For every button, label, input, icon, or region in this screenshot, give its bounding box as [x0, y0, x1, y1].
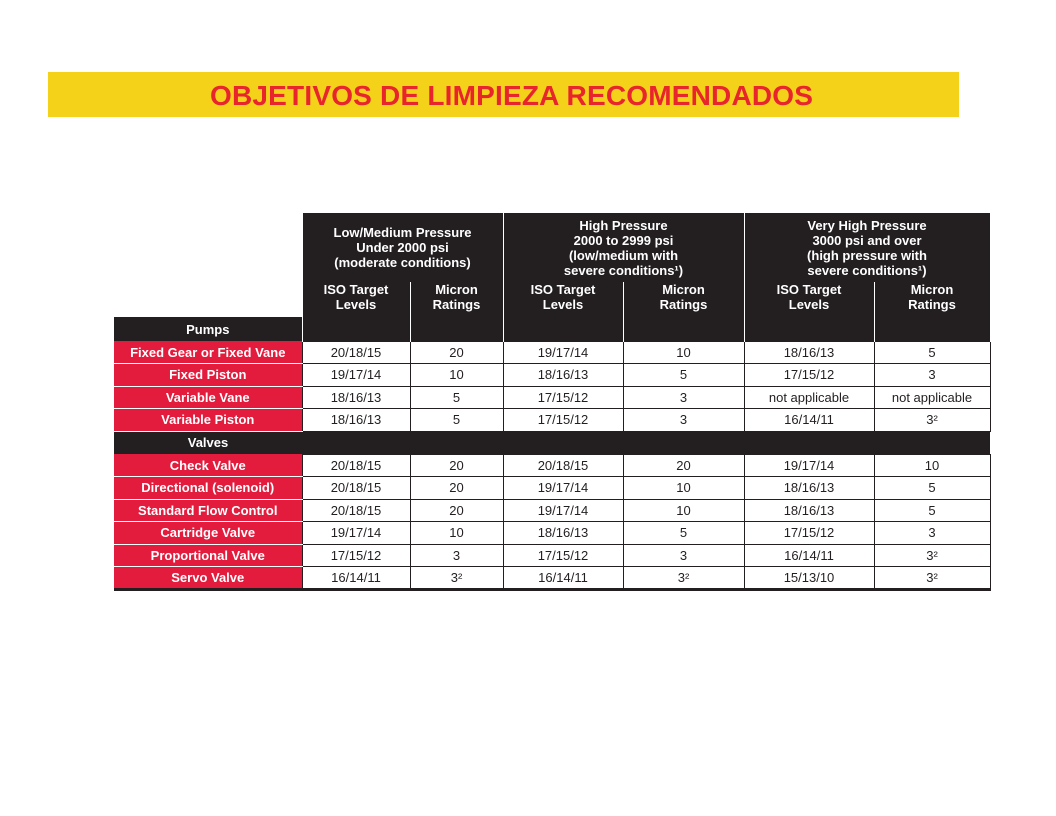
iso-level-cell: 18/16/13 — [503, 522, 623, 545]
micron-rating-cell: 3² — [874, 409, 990, 432]
iso-level-cell: 18/16/13 — [744, 477, 874, 500]
subheader-micron: Micron Ratings — [874, 282, 990, 341]
iso-level-cell: 19/17/14 — [503, 499, 623, 522]
iso-level-cell: 17/15/12 — [744, 522, 874, 545]
iso-level-cell: 17/15/12 — [302, 544, 410, 567]
micron-rating-cell: 3² — [623, 567, 744, 590]
subheader-micron: Micron Ratings — [623, 282, 744, 341]
group-header-low-medium — [302, 213, 503, 282]
iso-level-cell: 17/15/12 — [503, 409, 623, 432]
subheader-blank — [114, 282, 302, 317]
iso-level-cell: 16/14/11 — [744, 544, 874, 567]
group-line: High Pressure — [579, 217, 668, 233]
table-row — [114, 409, 990, 432]
micron-rating-cell: 3 — [623, 544, 744, 567]
micron-rating-cell: 3² — [874, 544, 990, 567]
subheader-row — [114, 282, 990, 317]
micron-rating-cell: 3 — [623, 409, 744, 432]
group-line: (low/medium with — [568, 247, 679, 263]
iso-level-cell: 17/15/12 — [503, 386, 623, 409]
micron-rating-cell: 3 — [623, 386, 744, 409]
micron-rating-cell: 5 — [623, 364, 744, 387]
section-label-pumps: Pumps — [114, 317, 302, 341]
iso-level-cell: 20/18/15 — [302, 454, 410, 477]
micron-rating-cell: 5 — [410, 386, 503, 409]
iso-level-cell: 19/17/14 — [744, 454, 874, 477]
group-header-row — [114, 213, 990, 282]
group-line: severe conditions¹) — [807, 262, 927, 278]
iso-level-cell: 18/16/13 — [503, 364, 623, 387]
row-label: Fixed Piston — [114, 364, 302, 387]
row-label: Variable Piston — [114, 409, 302, 432]
table-row — [114, 499, 990, 522]
micron-rating-cell: 3 — [410, 544, 503, 567]
iso-level-cell: 18/16/13 — [302, 409, 410, 432]
group-line: severe conditions¹) — [563, 262, 684, 278]
iso-level-cell: 16/14/11 — [302, 567, 410, 590]
row-label: Cartridge Valve — [114, 522, 302, 545]
header-blank — [114, 213, 302, 282]
title-banner — [48, 72, 959, 117]
table-row — [114, 544, 990, 567]
group-line: Under 2000 psi — [356, 240, 449, 255]
group-line: (moderate conditions) — [334, 255, 471, 270]
micron-rating-cell: 10 — [874, 454, 990, 477]
table-row — [114, 454, 990, 477]
iso-level-cell: 18/16/13 — [744, 341, 874, 364]
table-row — [114, 567, 990, 590]
row-label: Proportional Valve — [114, 544, 302, 567]
micron-rating-cell: 20 — [410, 454, 503, 477]
group-header-very-high — [744, 213, 990, 282]
iso-level-cell: 19/17/14 — [302, 364, 410, 387]
group-header-high — [503, 213, 744, 282]
micron-rating-cell: 5 — [623, 522, 744, 545]
iso-level-cell: 15/13/10 — [744, 567, 874, 590]
subheader-iso: ISO Target Levels — [744, 282, 874, 341]
micron-rating-cell: 20 — [410, 499, 503, 522]
cleanliness-table — [114, 213, 991, 591]
iso-level-cell: 19/17/14 — [302, 522, 410, 545]
iso-level-cell: 20/18/15 — [503, 454, 623, 477]
section-header-valves — [114, 431, 990, 454]
micron-rating-cell: 10 — [410, 364, 503, 387]
row-label: Servo Valve — [114, 567, 302, 590]
row-label: Standard Flow Control — [114, 499, 302, 522]
group-line: 3000 psi and over — [812, 232, 922, 248]
table-row — [114, 364, 990, 387]
micron-rating-cell: 10 — [623, 499, 744, 522]
micron-rating-cell: 10 — [623, 477, 744, 500]
table-row — [114, 477, 990, 500]
micron-rating-cell: 20 — [410, 477, 503, 500]
micron-rating-cell: 5 — [874, 499, 990, 522]
micron-rating-cell: 10 — [410, 522, 503, 545]
iso-level-cell: 20/18/15 — [302, 499, 410, 522]
row-label: Check Valve — [114, 454, 302, 477]
micron-rating-cell: 3² — [410, 567, 503, 590]
table-row — [114, 522, 990, 545]
subheader-micron: Micron Ratings — [410, 282, 503, 341]
iso-level-cell: 17/15/12 — [744, 364, 874, 387]
micron-rating-cell: 3 — [874, 522, 990, 545]
row-label: Fixed Gear or Fixed Vane — [114, 341, 302, 364]
iso-level-cell: 18/16/13 — [302, 386, 410, 409]
table-row — [114, 386, 990, 409]
page-title: OBJETIVOS DE LIMPIEZA RECOMENDADOS — [210, 80, 814, 111]
iso-level-cell: 16/14/11 — [744, 409, 874, 432]
micron-rating-cell: 5 — [410, 409, 503, 432]
iso-level-cell: 19/17/14 — [503, 477, 623, 500]
group-line: Low/Medium Pressure — [333, 225, 472, 240]
micron-rating-cell: 3² — [874, 567, 990, 590]
group-line: 2000 to 2999 psi — [573, 232, 674, 248]
iso-level-cell: 19/17/14 — [503, 341, 623, 364]
table-row — [114, 341, 990, 364]
micron-rating-cell: not applicable — [874, 386, 990, 409]
iso-level-cell: not applicable — [744, 386, 874, 409]
group-line: (high pressure with — [807, 247, 927, 263]
section-label-valves: Valves — [114, 431, 302, 454]
row-label: Directional (solenoid) — [114, 477, 302, 500]
subheader-iso: ISO Target Levels — [503, 282, 623, 341]
group-line: Very High Pressure — [807, 217, 927, 233]
iso-level-cell: 18/16/13 — [744, 499, 874, 522]
iso-level-cell: 16/14/11 — [503, 567, 623, 590]
micron-rating-cell: 3 — [874, 364, 990, 387]
subheader-iso: ISO Target Levels — [302, 282, 410, 341]
iso-level-cell: 17/15/12 — [503, 544, 623, 567]
row-label: Variable Vane — [114, 386, 302, 409]
micron-rating-cell: 5 — [874, 341, 990, 364]
micron-rating-cell: 10 — [623, 341, 744, 364]
section-fill — [302, 431, 990, 454]
iso-level-cell: 20/18/15 — [302, 477, 410, 500]
iso-level-cell: 20/18/15 — [302, 341, 410, 364]
micron-rating-cell: 20 — [410, 341, 503, 364]
micron-rating-cell: 20 — [623, 454, 744, 477]
micron-rating-cell: 5 — [874, 477, 990, 500]
